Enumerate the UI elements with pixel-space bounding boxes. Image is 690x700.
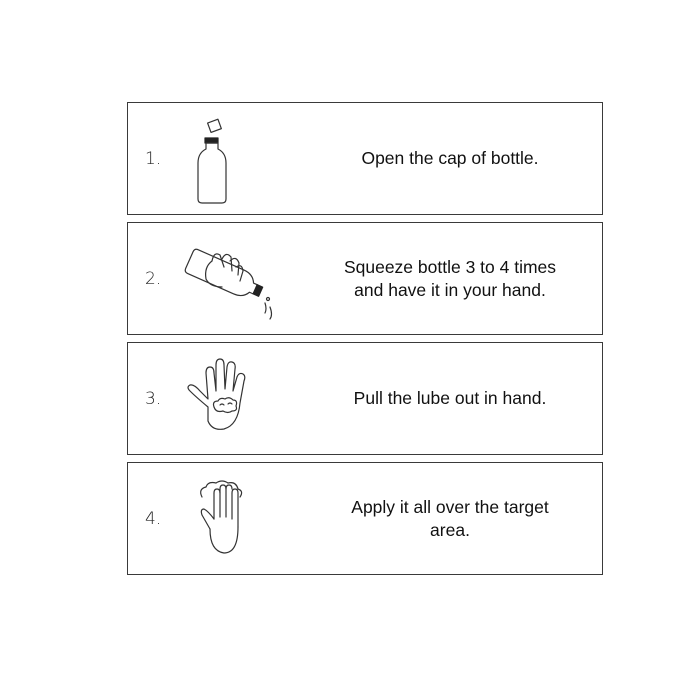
step-3-number: 3. <box>145 389 162 409</box>
step-1-text <box>308 103 592 214</box>
hand-applying-icon <box>178 471 288 567</box>
hand-squeeze-bottle-icon <box>178 231 288 327</box>
step-4-panel <box>127 462 603 575</box>
palm-with-lube-icon <box>178 351 288 447</box>
step-2-panel <box>127 222 603 335</box>
step-2-text <box>308 223 592 334</box>
step-1-text-content: Open the cap of bottle. <box>361 148 539 168</box>
bottle-cap-open-icon <box>178 111 288 207</box>
step-1-number: 1. <box>145 149 162 169</box>
step-3-text-content: Pull the lube out in hand. <box>353 388 547 408</box>
step-4-text <box>308 463 592 574</box>
step-2-number: 2. <box>145 269 162 289</box>
step-3-panel <box>127 342 603 455</box>
instruction-steps <box>127 102 603 582</box>
step-3-text <box>308 343 592 454</box>
step-1-panel <box>127 102 603 215</box>
step-4-number: 4. <box>145 509 162 529</box>
step-4-text-content: Apply it all over the target area. <box>351 496 549 540</box>
step-2-text-content: Squeeze bottle 3 to 4 times and have it in your hand. <box>343 256 557 300</box>
